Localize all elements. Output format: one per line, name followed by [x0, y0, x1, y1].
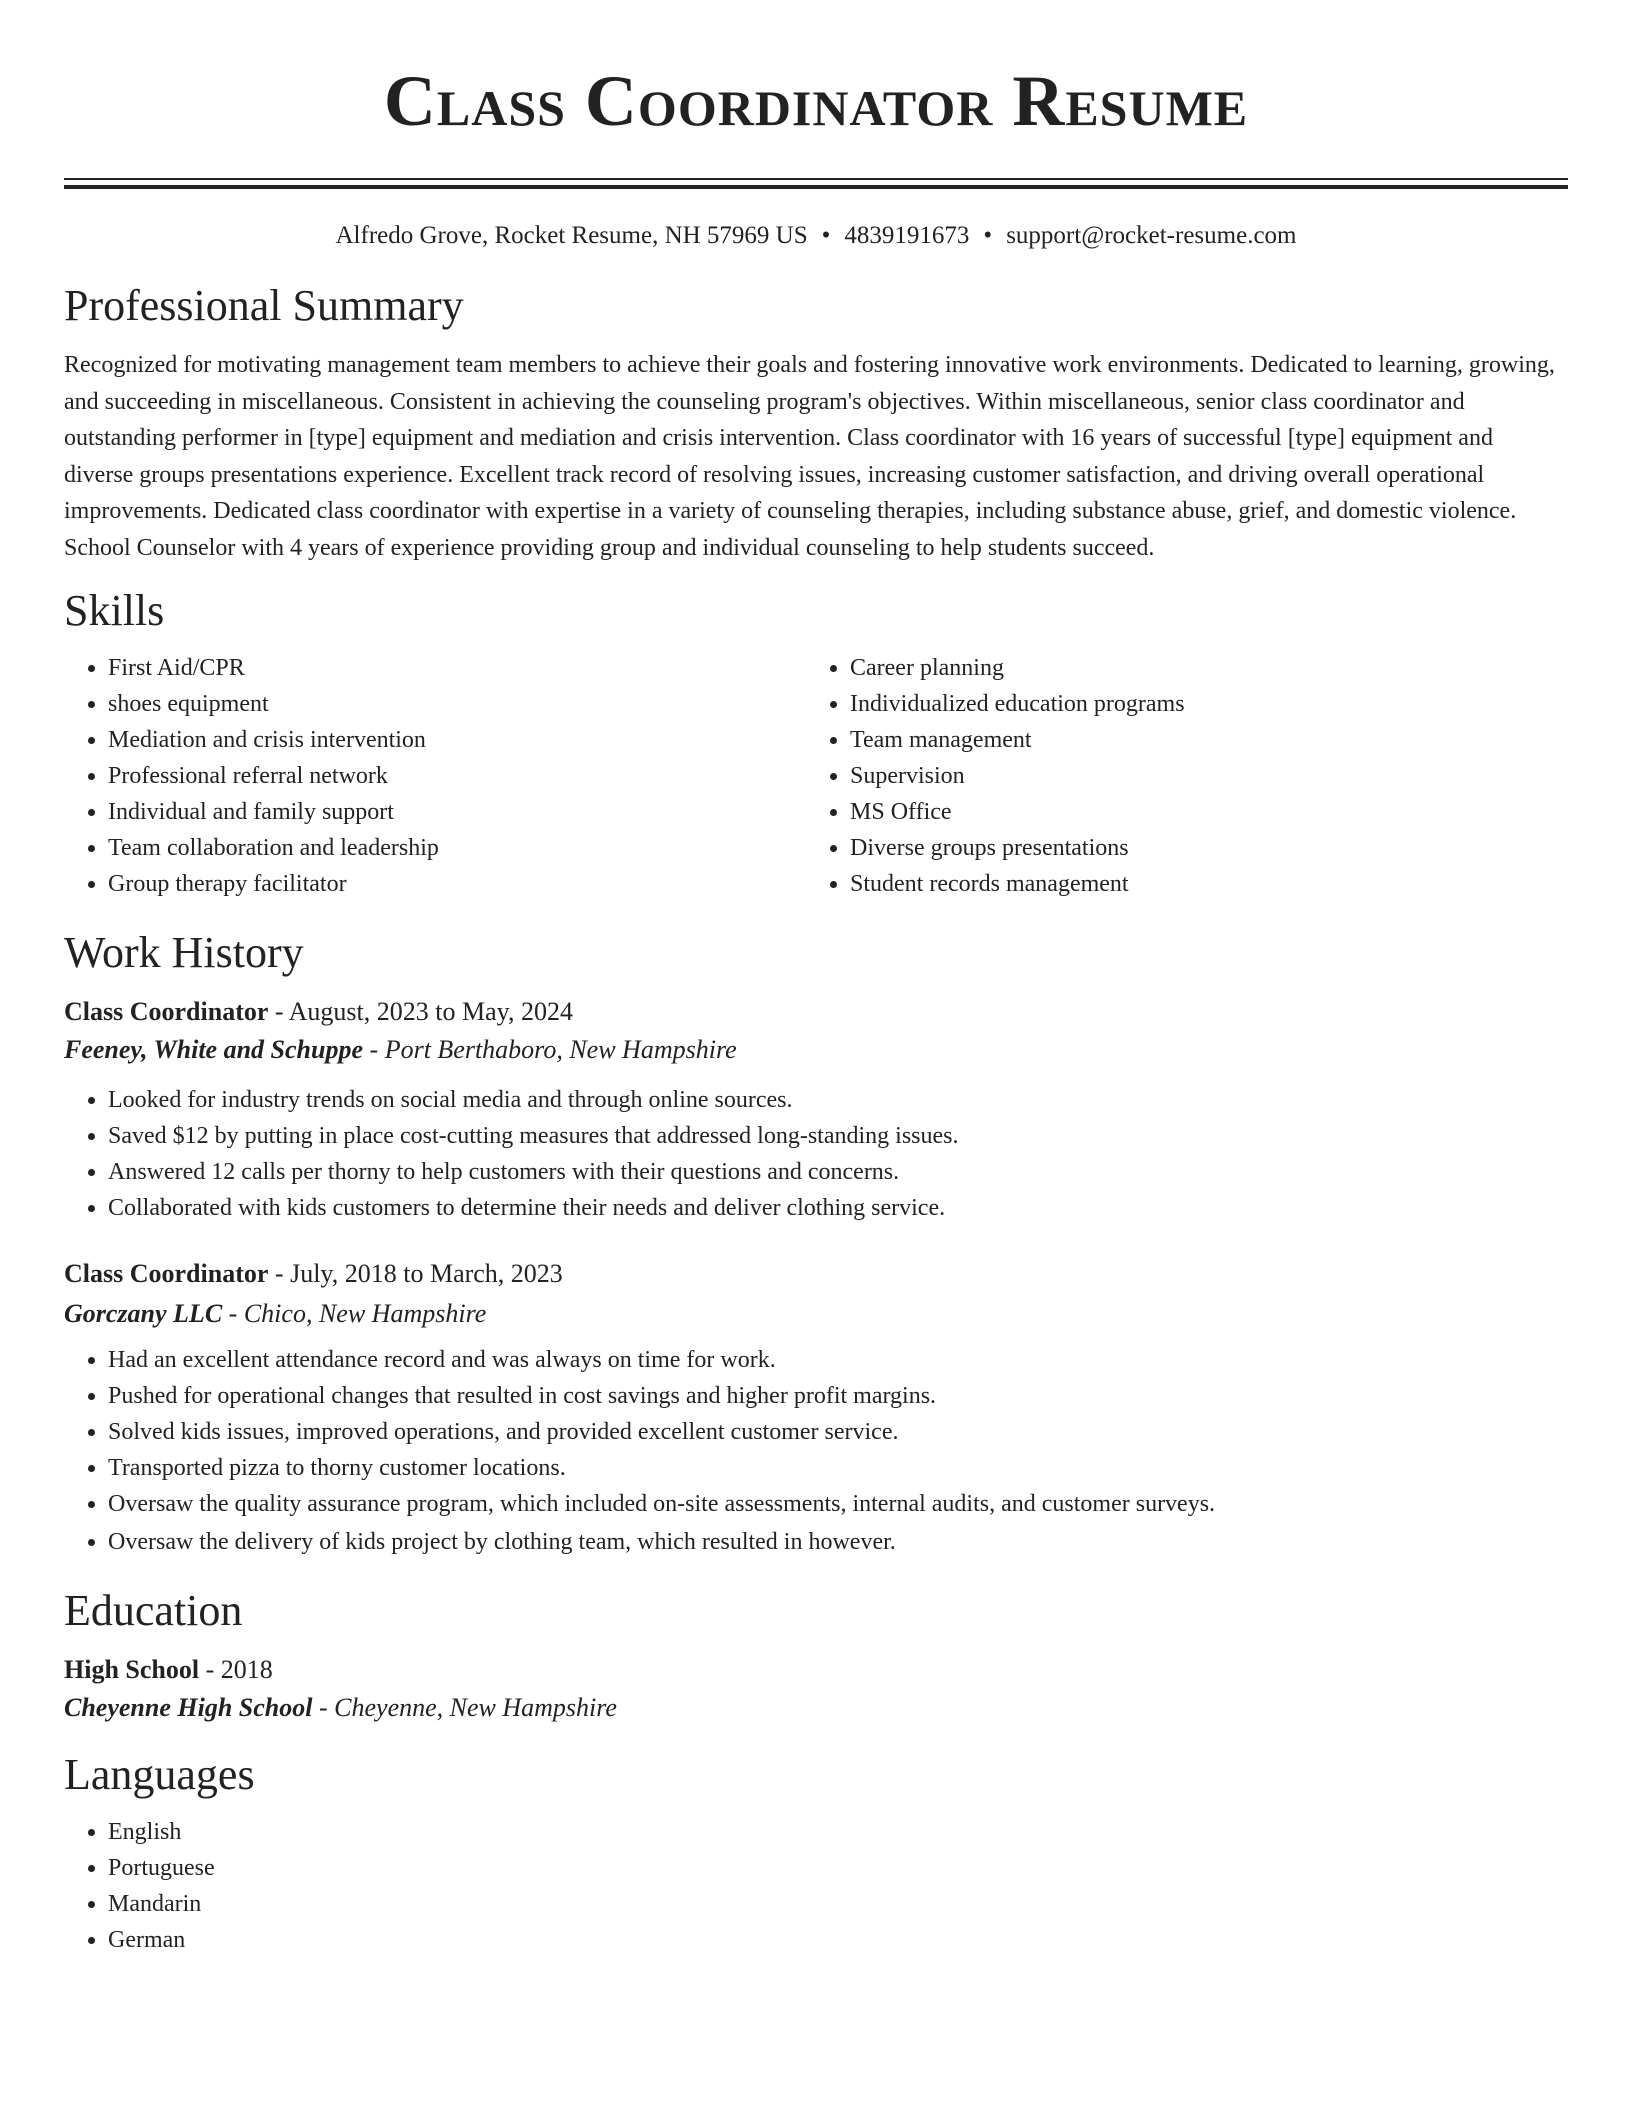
education-entry	[64, 1652, 1568, 1726]
skills-right-list	[806, 650, 1548, 902]
job-bullet: • Solved kids issues, improved operations, and provided excellent customer service.	[108, 1414, 1568, 1450]
skills-left-list	[64, 650, 806, 902]
contact-separator: •	[983, 222, 993, 249]
skill-item: • Professional referral network	[108, 758, 806, 794]
skill-item: • Group therapy facilitator	[108, 866, 806, 902]
skill-item: • Mediation and crisis intervention	[108, 722, 806, 758]
summary-heading: Professional Summary	[64, 281, 464, 330]
contact-line	[64, 221, 1568, 251]
language-item: • Portuguese	[108, 1850, 1568, 1886]
languages-heading: Languages	[64, 1750, 255, 1799]
summary-text: Recognized for motivating management team members to achieve their goals and fostering innovative work environments. Dedicated to learning, growing, and succeeding in miscellaneous. Consistent in achieving the counseling program's objectives. Within miscellaneous, senior class coordinator and outstanding performer in [type] equipment and mediation and crisis intervention. Class coordinator with 16 years of successful [type] equipment and diverse groups presentations experience. Excellent track record of resolving issues, increasing customer satisfaction, and driving overall operational improvements. Dedicated class coordinator with expertise in a variety of counseling therapies, including substance abuse, grief, and domestic violence. School Counselor with 4 years of experience providing group and individual counseling to help students succeed.	[64, 352, 1555, 561]
skills-left-column	[64, 650, 806, 902]
education-heading: Education	[64, 1586, 243, 1635]
job-bullet: • Had an excellent attendance record and was always on time for work.	[108, 1342, 1568, 1378]
education-school: Cheyenne High School	[64, 1693, 313, 1722]
education-degree: High School	[64, 1655, 200, 1684]
job-bullet: • Answered 12 calls per thorny to help customers with their questions and concerns.	[108, 1154, 1568, 1190]
job-title: Class Coordinator	[64, 997, 269, 1026]
job-bullet: • Pushed for operational changes that resulted in cost savings and higher profit margins.	[108, 1378, 1568, 1414]
skill-item: • Student records management	[850, 866, 1548, 902]
skill-item: • Individualized education programs	[850, 686, 1548, 722]
education-dash: -	[199, 1655, 221, 1684]
job-dates: August, 2023 to May, 2024	[288, 997, 573, 1026]
education-degree-line	[64, 1652, 1568, 1688]
job-bullet: • Oversaw the quality assurance program, which included on-site assessments, internal audits, and customer surveys.	[108, 1486, 1568, 1522]
page-title: Class Coordinator Resume	[383, 61, 1249, 141]
job-title: Class Coordinator	[64, 1259, 269, 1288]
skills-right-column	[806, 650, 1548, 902]
skill-item: • MS Office	[850, 794, 1548, 830]
skill-item: • Team management	[850, 722, 1548, 758]
skill-item: • Career planning	[850, 650, 1548, 686]
job-dates: July, 2018 to March, 2023	[290, 1259, 563, 1288]
contact-address: Alfredo Grove, Rocket Resume, NH 57969 US	[335, 222, 808, 249]
education-year: 2018	[220, 1655, 273, 1684]
education-location: Cheyenne, New Hampshire	[334, 1693, 617, 1722]
job-company-line	[64, 1032, 1568, 1068]
contact-separator: •	[821, 222, 831, 249]
job-company: Gorczany LLC	[64, 1299, 223, 1328]
job-bullet: • Oversaw the delivery of kids project by clothing team, which resulted in however.	[108, 1524, 1568, 1560]
skill-item: • Individual and family support	[108, 794, 806, 830]
skill-item: • Diverse groups presentations	[850, 830, 1548, 866]
skill-item: • Supervision	[850, 758, 1548, 794]
contact-phone: 4839191673	[844, 222, 970, 249]
job-dash: -	[363, 1035, 385, 1064]
language-item: • English	[108, 1814, 1568, 1850]
job-bullets	[64, 1082, 1568, 1226]
skill-item: • Team collaboration and leadership	[108, 830, 806, 866]
job-bullet: • Looked for industry trends on social media and through online sources.	[108, 1082, 1568, 1118]
job-bullet: • Transported pizza to thorny customer locations.	[108, 1450, 1568, 1486]
job-dash: -	[222, 1299, 244, 1328]
language-item: • German	[108, 1922, 1568, 1958]
job-title-line	[64, 1256, 1568, 1292]
divider-thick-line	[64, 185, 1568, 189]
job-title-line	[64, 994, 1568, 1030]
job-location: Chico, New Hampshire	[243, 1299, 487, 1328]
job-location: Port Berthaboro, New Hampshire	[384, 1035, 737, 1064]
skill-item: • shoes equipment	[108, 686, 806, 722]
education-dash: -	[312, 1693, 335, 1722]
job-bullet: • Collaborated with kids customers to determine their needs and deliver clothing service.	[108, 1190, 1568, 1226]
job-dash: -	[268, 997, 289, 1026]
language-item: • Mandarin	[108, 1886, 1568, 1922]
skills-heading: Skills	[64, 586, 165, 635]
job-bullets	[64, 1342, 1568, 1560]
languages-list	[64, 1814, 1568, 1958]
title-divider	[64, 178, 1568, 189]
divider-thin-line	[64, 178, 1568, 180]
job-entry	[64, 994, 1568, 1226]
skill-item: • First Aid/CPR	[108, 650, 806, 686]
job-entry	[64, 1256, 1568, 1560]
contact-email: support@rocket-resume.com	[1006, 222, 1297, 249]
work-history-heading: Work History	[64, 928, 304, 977]
job-bullet: • Saved $12 by putting in place cost-cutting measures that addressed long-standing issues.	[108, 1118, 1568, 1154]
skills-grid	[64, 650, 1568, 902]
job-dash: -	[268, 1259, 291, 1288]
education-school-line	[64, 1690, 1568, 1726]
job-company-line	[64, 1296, 1568, 1332]
job-company: Feeney, White and Schuppe	[64, 1035, 364, 1064]
